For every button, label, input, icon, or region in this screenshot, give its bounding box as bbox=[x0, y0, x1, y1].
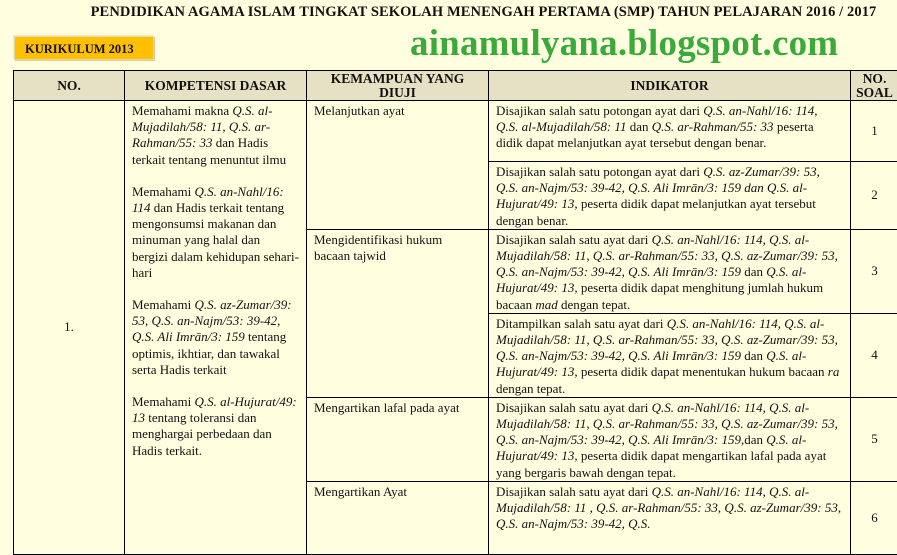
header-kemampuan: KEMAMPUAN YANG DIUJI bbox=[307, 71, 489, 101]
header-no-soal-line2: SOAL bbox=[856, 85, 893, 100]
kemampuan-cell: Mengartikan Ayat bbox=[307, 481, 489, 554]
indikator-cell: Disajikan salah satu ayat dari Q.S. an-Nahl/16: 114, Q.S. al-Mujadilah/58: 11 , Q.S. ar-Rahman/55: 33, Q.S. az-Zumar/39: 53, Q.S. an-Najm/53: 39-42, Q.S. bbox=[489, 481, 851, 554]
table-header-row bbox=[14, 71, 897, 101]
kurikulum-badge: KURIKULUM 2013 bbox=[14, 36, 154, 60]
page-title bbox=[0, 4, 897, 21]
indikator-cell: Disajikan salah satu potongan ayat dari Q.S. az-Zumar/39: 53, Q.S. an-Najm/53: 39-42, Q.S. Ali Imrān/3: 159 dan Q.S. al-Hujurat/49: 13, peserta didik dapat melanjutkan ayat tersebut dengan benar. bbox=[489, 162, 851, 230]
kisi-kisi-table bbox=[13, 70, 897, 555]
header-no: NO. bbox=[14, 71, 125, 101]
kemampuan-cell: Mengidentifikasi hukum bacaan tajwid bbox=[307, 229, 489, 397]
kd-item: Memahami Q.S. az-Zumar/39: 53, Q.S. an-Najm/53: 39-42, Q.S. Ali Imrān/3: 159 tentang optimis, ikhtiar, dan tawakal serta Hadis terkait bbox=[132, 297, 299, 378]
soal-number: 5 bbox=[851, 397, 897, 481]
table-row bbox=[14, 101, 897, 162]
kemampuan-cell: Mengartikan lafal pada ayat bbox=[307, 397, 489, 481]
soal-number: 1 bbox=[851, 101, 897, 162]
indikator-cell: Disajikan salah satu ayat dari Q.S. an-Nahl/16: 114, Q.S. al-Mujadilah/58: 11, Q.S. ar-Rahman/55: 33, Q.S. az-Zumar/39: 53, Q.S. an-Najm/53: 39-42, Q.S. Ali Imrān/3: 159 dan Q.S. al-Hujurat/49: 13, peserta didik dapat menghitung jumlah hukum bacaan mad dengan tepat. bbox=[489, 229, 851, 313]
header-indikator: INDIKATOR bbox=[489, 71, 851, 101]
soal-number: 6 bbox=[851, 481, 897, 554]
blog-watermark: ainamulyana.blogspot.com bbox=[410, 22, 838, 65]
indikator-cell: Disajikan salah satu ayat dari Q.S. an-Nahl/16: 114, Q.S. al-Mujadilah/58: 11, Q.S. ar-Rahman/55: 33, Q.S. az-Zumar/39: 53, Q.S. an-Najm/53: 39-42, Q.S. Ali Imrān/3: 159,dan Q.S. al-Hujurat/49: 13, peserta didik dapat mengartikan lafal pada ayat yang bergaris bawah dengan tepat. bbox=[489, 397, 851, 481]
header-kompetensi-dasar: KOMPETENSI DASAR bbox=[125, 71, 307, 101]
row-number: 1. bbox=[14, 101, 125, 555]
indikator-cell: Disajikan salah satu potongan ayat dari Q.S. an-Nahl/16: 114, Q.S. al-Mujadilah/58: 11 dan Q.S. ar-Rahman/55: 33 peserta didik dapat melanjutkan ayat tersebut dengan benar. bbox=[489, 101, 851, 162]
kd-item: Memahami Q.S. al-Hujurat/49: 13 tentang toleransi dan menghargai perbedaan dan Hadis terkait. bbox=[132, 394, 299, 459]
kd-item: Memahami makna Q.S. al-Mujadilah/58: 11, Q.S. ar-Rahman/55: 33 dan Hadis terkait tentang menuntut ilmu bbox=[132, 103, 299, 168]
page-title-text: PENDIDIKAN AGAMA ISLAM TINGKAT SEKOLAH MENENGAH PERTAMA (SMP) TAHUN PELAJARAN 2016 / 2017 bbox=[21, 4, 877, 20]
kd-item: Memahami Q.S. an-Nahl/16: 114 dan Hadis terkait tentang mengonsumsi makanan dan minuman yang halal dan bergizi dalam kehidupan sehari-hari bbox=[132, 184, 299, 281]
soal-number: 2 bbox=[851, 162, 897, 230]
kompetensi-dasar-cell bbox=[125, 101, 307, 555]
header-no-soal-line1: NO. bbox=[863, 71, 887, 86]
kemampuan-cell: Melanjutkan ayat bbox=[307, 101, 489, 230]
soal-number: 4 bbox=[851, 313, 897, 397]
header-no-soal bbox=[851, 71, 897, 101]
indikator-cell: Ditampilkan salah satu ayat dari Q.S. an-Nahl/16: 114, Q.S. al-Mujadilah/58: 11, Q.S. ar-Rahman/55: 33, Q.S. az-Zumar/39: 53, Q.S. an-Najm/53: 39-42, Q.S. Ali Imrān/3: 159 dan Q.S. al-Hujurat/49: 13, peserta didik dapat menentukan hukum bacaan ra dengan tepat. bbox=[489, 313, 851, 397]
soal-number: 3 bbox=[851, 229, 897, 313]
